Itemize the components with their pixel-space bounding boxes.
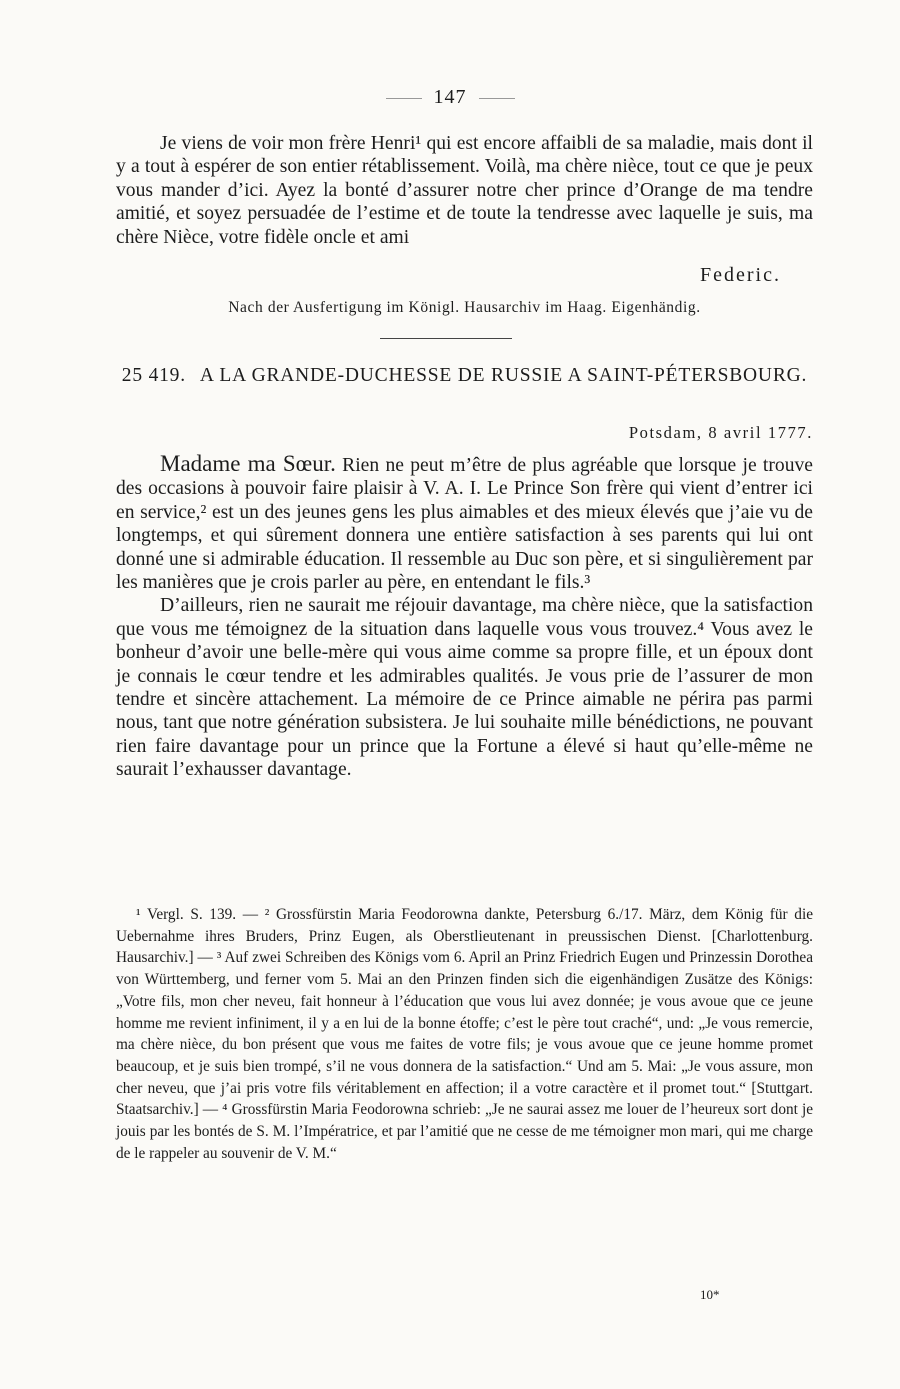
page-number-text: 147: [433, 86, 467, 108]
letter-heading: [116, 364, 813, 388]
letter-title: A LA GRANDE-DUCHESSE DE RUSSIE A SAINT-PÉTERSBOURG.: [199, 365, 808, 386]
letter-paragraph-1: [116, 452, 813, 594]
page-number-rule-right: [479, 98, 515, 99]
page-number: [0, 86, 900, 109]
paragraph-1-text: Rien ne peut m’être de plus agréable que lorsque je trouve des occasions à pouvoir faire plaisir à V. A. I. Le Prince Son frère qui vient d’entrer ici en service,² est un des jeunes gens les plus aimables et des mieux élevés que j’aie vu de longtemps, et qui sûrement donnera une entière satisfaction à ses parents qui lui ont donné une si admirable éducation. Il ressemble au Duc son père, et si singulièrement par les manières que je crois parler au père, en entendant le fils.³: [116, 455, 813, 594]
signature-federic: Federic.: [700, 264, 781, 286]
previous-letter-body: Je viens de voir mon frère Henri¹ qui est encore affaibli de sa maladie, mais dont il y a tout à espérer de son entier rétablissement. Voilà, ma chère nièce, tout ce que je peux vous mander d’ici. Ayez la bonté d’assurer notre cher prince d’Orange de ma tendre amitié, et soyez persuadée de l’estime et de toute la tendresse avec laquelle je suis, ma chère Nièce, votre fidèle oncle et ami: [116, 133, 813, 248]
footnote-text: ¹ Vergl. S. 139. — ² Grossfürstin Maria Feodorowna dankte, Petersburg 6./17. März, dem König für die Uebernahme ihres Bruders, Prinz Eugen, als Oberstlieutenant in preussischen Dienst. [Charlottenburg. Hausarchiv.] — ³ Auf zwei Schreiben des Königs vom 6. April an Prinz Friedrich Eugen und Prinzessin Dorothea von Württemberg, und ferner vom 5. Mai an den Prinzen finden sich die eigenhändigen Zusätze des Königs: „Votre fils, mon cher neveu, fait honneur à l’éducation que vous lui avez donnée; je vous avoue que ce jeune homme me revient infiniment, il y a en lui de la bonne étoffe; c’est le père tout craché“, und: „Je vous remercie, ma chère nièce, du bon présent que vous me faites de votre fils; je vous avoue que ce jeune homme promet beaucoup, et je suis bien trompé, s’il ne vous donnera de la satisfaction.“ Und am 5. Mai: „Je vous assure, mon cher neveu, que j’ai pris votre fils véritablement en affection; il a votre caractère et il promet tout.“ [Stuttgart. Staatsarchiv.] — ⁴ Grossfürstin Maria Feodorowna schrieb: „Je ne saurai assez me louer de l’heureux sort dont je jouis par les bontés de S. M. l’Impératrice, et par l’amitié que ne cesse de me témoigner mon mari, qui me charge de le rappeler au souvenir de V. M.“: [116, 906, 813, 1162]
printer-signature-mark: 10*: [700, 1287, 720, 1302]
source-note: Nach der Ausfertigung im Königl. Hausarchiv im Haag. Eigenhändig.: [228, 299, 701, 316]
salutation: Madame ma Sœur.: [160, 451, 336, 476]
paragraph-2-text: D’ailleurs, rien ne saurait me réjouir davantage, ma chère nièce, que la satisfaction que vous me témoignez de la situation dans laquelle vous vous trouvez.⁴ Vous avez le bonheur d’avoir une belle-mère qui vous aime comme sa propre fille, et un époux dont je connais le cœur tendre et les admirables qualités. Je vous prie de l’assurer de mon tendre et sincère attachement. La mémoire de ce Prince aimable ne périra pas parmi nous, tant que notre génération subsistera. Je lui souhaite mille bénédictions, ne pouvant rien faire davantage pour un prince que la Fortune a élevé si haut qu’elle-même ne saurait l’exhausser davantage.: [116, 595, 813, 781]
letter-number: 25 419.: [121, 365, 186, 386]
footnotes: [116, 904, 813, 1164]
previous-letter-text: [116, 132, 813, 249]
letter-paragraph-2: [116, 594, 813, 781]
letter-dateline: Potsdam, 8 avril 1777.: [628, 423, 813, 442]
section-divider: [380, 338, 512, 339]
page-number-rule-left: [386, 98, 422, 99]
previous-letter-closing: [116, 132, 813, 249]
letter-body: [116, 452, 813, 782]
